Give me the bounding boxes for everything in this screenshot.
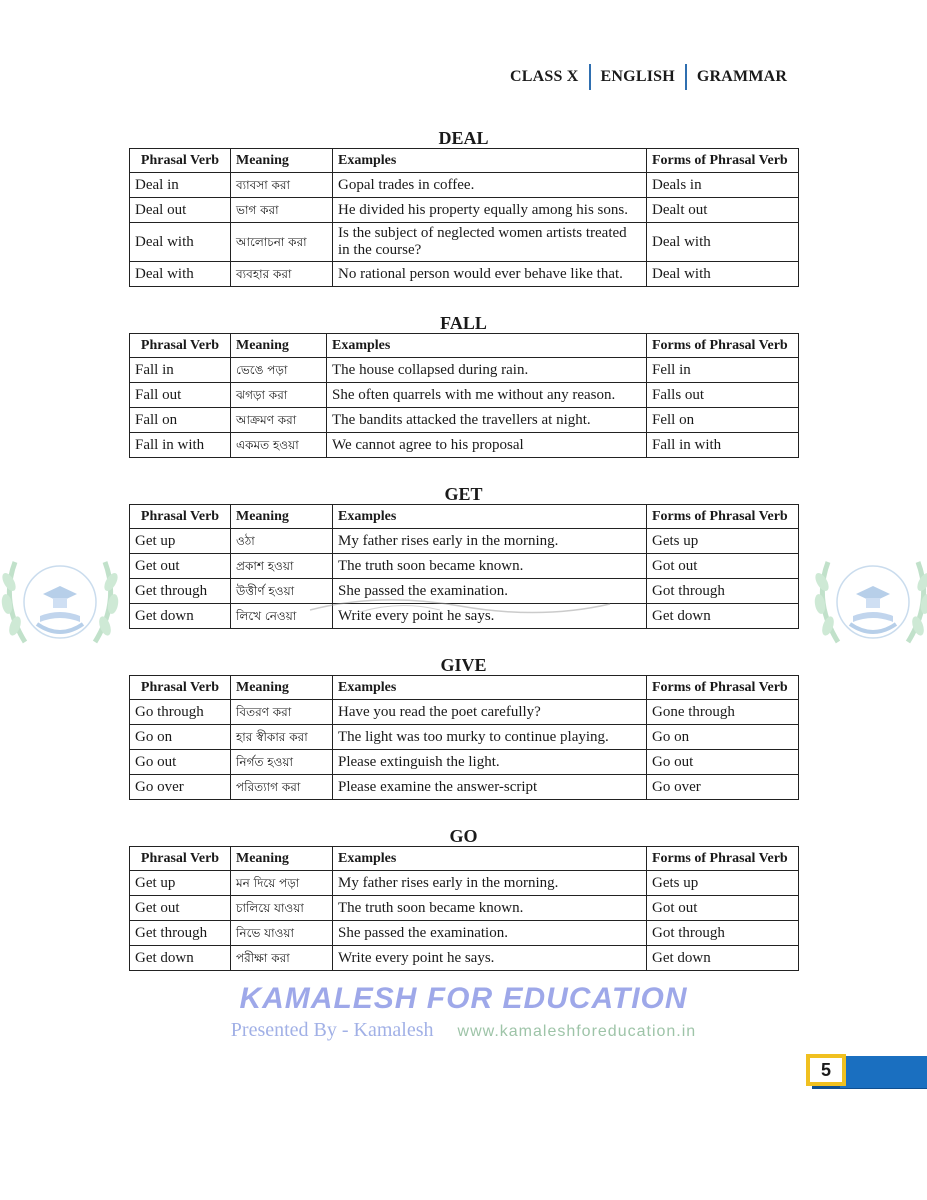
- column-header: Phrasal Verb: [130, 149, 231, 173]
- section-title: FALL: [440, 313, 487, 333]
- watermark-title: KAMALESH FOR EDUCATION: [239, 982, 688, 1015]
- form-cell: Go over: [647, 775, 799, 800]
- form-cell: Got through: [647, 579, 799, 604]
- section-title: GIVE: [440, 655, 487, 675]
- form-cell: Fell in: [647, 358, 799, 383]
- form-cell: Deals in: [647, 173, 799, 198]
- column-header: Phrasal Verb: [130, 505, 231, 529]
- meaning-cell: প্রকাশ হওয়া: [231, 554, 333, 579]
- table-row: [130, 921, 799, 946]
- meaning-cell: ভাগ করা: [231, 198, 333, 223]
- phrasal-verb-cell: Get out: [130, 896, 231, 921]
- table-row: [130, 383, 799, 408]
- table-row: [130, 529, 799, 554]
- watermark-url: www.kamaleshforeducation.in: [457, 1023, 697, 1040]
- table-row: [130, 896, 799, 921]
- phrasal-verb-cell: Get through: [130, 921, 231, 946]
- phrasal-verb-cell: Get up: [130, 529, 231, 554]
- phrasal-verb-cell: Go out: [130, 750, 231, 775]
- example-cell: Gopal trades in coffee.: [333, 173, 647, 198]
- column-header: Forms of Phrasal Verb: [647, 847, 799, 871]
- header-topic: GRAMMAR: [696, 68, 788, 85]
- example-cell: She passed the examination.: [333, 921, 647, 946]
- column-header: Forms of Phrasal Verb: [647, 676, 799, 700]
- meaning-cell: নিভে যাওয়া: [231, 921, 333, 946]
- form-cell: Get down: [647, 946, 799, 971]
- phrasal-verb-cell: Fall in with: [130, 433, 231, 458]
- phrasal-verb-cell: Get out: [130, 554, 231, 579]
- phrasal-verb-cell: Get down: [130, 604, 231, 629]
- kamalesh-logo-watermark-left: [0, 532, 125, 662]
- phrasal-verb-cell: Fall on: [130, 408, 231, 433]
- column-header: Meaning: [231, 334, 327, 358]
- column-header: Examples: [327, 334, 647, 358]
- table-header-row: [130, 334, 799, 358]
- meaning-cell: মন দিয়ে পড়া: [231, 871, 333, 896]
- meaning-cell: চালিয়ে যাওয়া: [231, 896, 333, 921]
- form-cell: Gone through: [647, 700, 799, 725]
- example-cell: Write every point he says.: [333, 946, 647, 971]
- example-cell: The truth soon became known.: [333, 554, 647, 579]
- phrasal-verb-cell: Deal out: [130, 198, 231, 223]
- form-cell: Fall in with: [647, 433, 799, 458]
- example-cell: The house collapsed during rain.: [327, 358, 647, 383]
- table-row: [130, 725, 799, 750]
- meaning-cell: উত্তীর্ণ হওয়া: [231, 579, 333, 604]
- page-number: 5: [806, 1054, 846, 1086]
- form-cell: Deal with: [647, 223, 799, 262]
- column-header: Examples: [333, 505, 647, 529]
- watermark-swirl: [300, 592, 620, 620]
- column-header: Meaning: [231, 505, 333, 529]
- meaning-cell: বিতরণ করা: [231, 700, 333, 725]
- form-cell: Gets up: [647, 529, 799, 554]
- phrasal-verb-table: [129, 333, 799, 458]
- meaning-cell: ব্যাবসা করা: [231, 173, 333, 198]
- example-cell: Please extinguish the light.: [333, 750, 647, 775]
- form-cell: Fell on: [647, 408, 799, 433]
- example-cell: She passed the examination.: [333, 579, 647, 604]
- form-cell: Got out: [647, 554, 799, 579]
- example-cell: Write every point he says.: [333, 604, 647, 629]
- section-fall: [129, 313, 798, 458]
- header-separator: [685, 64, 687, 90]
- column-header: Examples: [333, 149, 647, 173]
- section-title: DEAL: [438, 128, 489, 148]
- phrasal-verb-cell: Deal with: [130, 223, 231, 262]
- meaning-cell: ওঠা: [231, 529, 333, 554]
- section-give: [129, 655, 798, 800]
- phrasal-verb-cell: Deal with: [130, 262, 231, 287]
- table-row: [130, 223, 799, 262]
- meaning-cell: একমত হওয়া: [231, 433, 327, 458]
- form-cell: Got out: [647, 896, 799, 921]
- watermark-text-block: [129, 982, 798, 1044]
- form-cell: Deal with: [647, 262, 799, 287]
- phrasal-verb-cell: Fall in: [130, 358, 231, 383]
- column-header: Forms of Phrasal Verb: [647, 505, 799, 529]
- meaning-cell: পরিত্যাগ করা: [231, 775, 333, 800]
- table-row: [130, 262, 799, 287]
- watermark-presented-by: Presented By - Kamalesh: [230, 1019, 434, 1041]
- form-cell: Dealt out: [647, 198, 799, 223]
- meaning-cell: নির্গত হওয়া: [231, 750, 333, 775]
- watermark-credit-line: [129, 1018, 798, 1044]
- table-header-row: [130, 149, 799, 173]
- meaning-cell: ঝগড়া করা: [231, 383, 327, 408]
- table-row: [130, 871, 799, 896]
- table-row: [130, 408, 799, 433]
- form-cell: Get down: [647, 604, 799, 629]
- example-cell: My father rises early in the morning.: [333, 871, 647, 896]
- section-go: [129, 826, 798, 971]
- table-header-row: [130, 676, 799, 700]
- form-cell: Got through: [647, 921, 799, 946]
- meaning-cell: ভেঙে পড়া: [231, 358, 327, 383]
- column-header: Meaning: [231, 149, 333, 173]
- form-cell: Falls out: [647, 383, 799, 408]
- header-subject: ENGLISH: [600, 68, 675, 85]
- phrasal-verb-cell: Get down: [130, 946, 231, 971]
- meaning-cell: পরীক্ষা করা: [231, 946, 333, 971]
- table-row: [130, 198, 799, 223]
- phrasal-verb-cell: Get up: [130, 871, 231, 896]
- phrasal-verb-table: [129, 846, 799, 971]
- example-cell: Please examine the answer-script: [333, 775, 647, 800]
- kamalesh-logo-watermark-right: [808, 532, 927, 662]
- column-header: Phrasal Verb: [130, 334, 231, 358]
- table-header-row: [130, 847, 799, 871]
- phrasal-verb-table: [129, 675, 799, 800]
- example-cell: She often quarrels with me without any reason.: [327, 383, 647, 408]
- phrasal-verb-cell: Go on: [130, 725, 231, 750]
- table-row: [130, 554, 799, 579]
- form-cell: Go out: [647, 750, 799, 775]
- form-cell: Gets up: [647, 871, 799, 896]
- example-cell: No rational person would ever behave like that.: [333, 262, 647, 287]
- phrasal-verb-cell: Go over: [130, 775, 231, 800]
- example-cell: Is the subject of neglected women artists treated in the course?: [333, 223, 647, 262]
- column-header: Examples: [333, 676, 647, 700]
- column-header: Forms of Phrasal Verb: [647, 149, 799, 173]
- example-cell: Have you read the poet carefully?: [333, 700, 647, 725]
- column-header: Meaning: [231, 676, 333, 700]
- table-row: [130, 775, 799, 800]
- example-cell: The bandits attacked the travellers at night.: [327, 408, 647, 433]
- column-header: Forms of Phrasal Verb: [647, 334, 799, 358]
- table-row: [130, 433, 799, 458]
- phrasal-verb-cell: Go through: [130, 700, 231, 725]
- table-row: [130, 358, 799, 383]
- section-title: GO: [449, 826, 478, 846]
- running-header: [510, 64, 787, 90]
- phrasal-verb-cell: Get through: [130, 579, 231, 604]
- meaning-cell: লিখে নেওয়া: [231, 604, 333, 629]
- column-header: Examples: [333, 847, 647, 871]
- form-cell: Go on: [647, 725, 799, 750]
- example-cell: He divided his property equally among his sons.: [333, 198, 647, 223]
- meaning-cell: আলোচনা করা: [231, 223, 333, 262]
- meaning-cell: হার স্বীকার করা: [231, 725, 333, 750]
- table-row: [130, 700, 799, 725]
- example-cell: My father rises early in the morning.: [333, 529, 647, 554]
- section-title: GET: [444, 484, 483, 504]
- table-row: [130, 946, 799, 971]
- header-class: CLASS X: [510, 68, 579, 85]
- section-deal: [129, 128, 798, 287]
- column-header: Meaning: [231, 847, 333, 871]
- phrasal-verb-cell: Fall out: [130, 383, 231, 408]
- meaning-cell: আক্রমণ করা: [231, 408, 327, 433]
- meaning-cell: ব্যবহার করা: [231, 262, 333, 287]
- phrasal-verb-table: [129, 148, 799, 287]
- page-number-bar: [840, 1056, 927, 1088]
- example-cell: The light was too murky to continue playing.: [333, 725, 647, 750]
- column-header: Phrasal Verb: [130, 676, 231, 700]
- column-header: Phrasal Verb: [130, 847, 231, 871]
- table-row: [130, 173, 799, 198]
- header-separator: [589, 64, 591, 90]
- table-row: [130, 750, 799, 775]
- example-cell: We cannot agree to his proposal: [327, 433, 647, 458]
- phrasal-verb-cell: Deal in: [130, 173, 231, 198]
- example-cell: The truth soon became known.: [333, 896, 647, 921]
- table-header-row: [130, 505, 799, 529]
